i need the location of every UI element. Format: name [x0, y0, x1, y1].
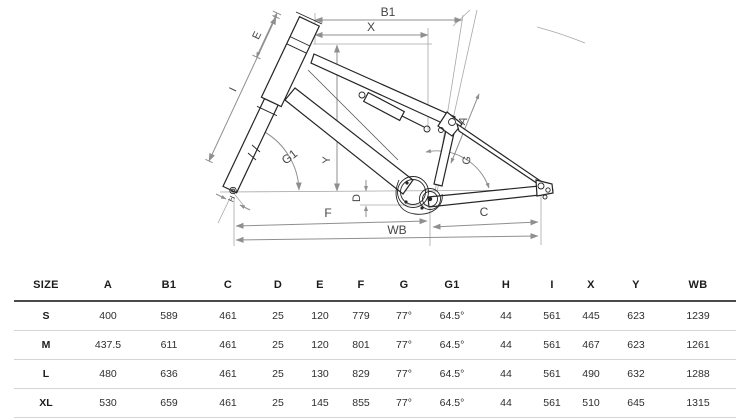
value-cell: 77°	[382, 389, 426, 418]
value-cell: 44	[478, 301, 534, 331]
value-cell: 611	[138, 331, 200, 360]
value-cell: 64.5°	[426, 389, 478, 418]
dim-label-i: I	[227, 85, 240, 94]
value-cell: 120	[300, 301, 340, 331]
value-cell: 659	[138, 389, 200, 418]
value-cell: 64.5°	[426, 331, 478, 360]
value-cell: 1261	[660, 331, 736, 360]
value-cell: 77°	[382, 331, 426, 360]
value-cell: 1239	[660, 301, 736, 331]
value-cell: 829	[340, 360, 382, 389]
dim-label-y: Y	[321, 156, 333, 164]
dim-label-wb: WB	[387, 223, 407, 237]
column-header-y: Y	[612, 272, 660, 301]
value-cell: 130	[300, 360, 340, 389]
dim-label-c: C	[479, 205, 489, 219]
dim-label-g: G	[460, 154, 474, 166]
dim-label-g1: G1	[278, 146, 301, 168]
value-cell: 480	[78, 360, 138, 389]
value-cell: 44	[478, 360, 534, 389]
value-cell: 461	[200, 301, 256, 331]
value-cell: 400	[78, 301, 138, 331]
value-cell: 77°	[382, 301, 426, 331]
value-cell: 120	[300, 331, 340, 360]
size-cell: S	[14, 301, 78, 331]
value-cell: 64.5°	[426, 301, 478, 331]
value-cell: 855	[340, 389, 382, 418]
dim-label-e: E	[250, 29, 265, 42]
column-header-size: SIZE	[14, 272, 78, 301]
column-header-e: E	[300, 272, 340, 301]
value-cell: 77°	[382, 360, 426, 389]
table-row	[14, 301, 736, 331]
value-cell: 510	[570, 389, 612, 418]
value-cell: 461	[200, 331, 256, 360]
value-cell: 44	[478, 389, 534, 418]
value-cell: 1288	[660, 360, 736, 389]
column-header-h: H	[478, 272, 534, 301]
geometry-table-header	[14, 272, 736, 301]
frame-drawing	[223, 12, 553, 214]
column-header-x: X	[570, 272, 612, 301]
value-cell: 561	[534, 389, 570, 418]
value-cell: 437.5	[78, 331, 138, 360]
dim-label-h: H	[226, 194, 238, 204]
dim-label-d: D	[351, 194, 363, 202]
geometry-table	[14, 272, 736, 418]
value-cell: 561	[534, 360, 570, 389]
size-cell: L	[14, 360, 78, 389]
value-cell: 461	[200, 389, 256, 418]
value-cell: 25	[256, 331, 300, 360]
table-row	[14, 360, 736, 389]
geometry-table-section	[14, 272, 736, 418]
value-cell: 490	[570, 360, 612, 389]
extension-lines	[218, 10, 585, 246]
geometry-table-body	[14, 301, 736, 418]
value-cell: 589	[138, 301, 200, 331]
column-header-g: G	[382, 272, 426, 301]
dim-c	[433, 222, 538, 227]
value-cell: 145	[300, 389, 340, 418]
value-cell: 632	[612, 360, 660, 389]
column-header-d: D	[256, 272, 300, 301]
column-header-i: I	[534, 272, 570, 301]
value-cell: 623	[612, 301, 660, 331]
value-cell: 461	[200, 360, 256, 389]
value-cell: 645	[612, 389, 660, 418]
value-cell: 445	[570, 301, 612, 331]
value-cell: 801	[340, 331, 382, 360]
column-header-a: A	[78, 272, 138, 301]
value-cell: 25	[256, 389, 300, 418]
dim-label-f: F	[324, 206, 332, 220]
column-header-c: C	[200, 272, 256, 301]
column-header-b1: B1	[138, 272, 200, 301]
value-cell: 636	[138, 360, 200, 389]
top-tube	[311, 54, 455, 127]
size-cell: XL	[14, 389, 78, 418]
rear-dropout	[536, 180, 553, 199]
chain-stay	[428, 186, 540, 207]
value-cell: 44	[478, 331, 534, 360]
value-cell: 623	[612, 331, 660, 360]
value-cell: 561	[534, 331, 570, 360]
value-cell: 64.5°	[426, 360, 478, 389]
table-row	[14, 389, 736, 418]
dim-label-b1: B1	[380, 5, 396, 19]
header-row	[14, 272, 736, 301]
dim-label-x: X	[366, 20, 376, 34]
value-cell: 25	[256, 301, 300, 331]
value-cell: 779	[340, 301, 382, 331]
value-cell: 561	[534, 301, 570, 331]
dim-label-a: A	[456, 115, 471, 127]
down-tube	[285, 88, 413, 194]
size-cell: M	[14, 331, 78, 360]
value-cell: 1315	[660, 389, 736, 418]
column-header-wb: WB	[660, 272, 736, 301]
value-cell: 25	[256, 360, 300, 389]
column-header-f: F	[340, 272, 382, 301]
value-cell: 530	[78, 389, 138, 418]
table-row	[14, 331, 736, 360]
column-header-g1: G1	[426, 272, 478, 301]
value-cell: 467	[570, 331, 612, 360]
seat-stay	[457, 124, 544, 188]
